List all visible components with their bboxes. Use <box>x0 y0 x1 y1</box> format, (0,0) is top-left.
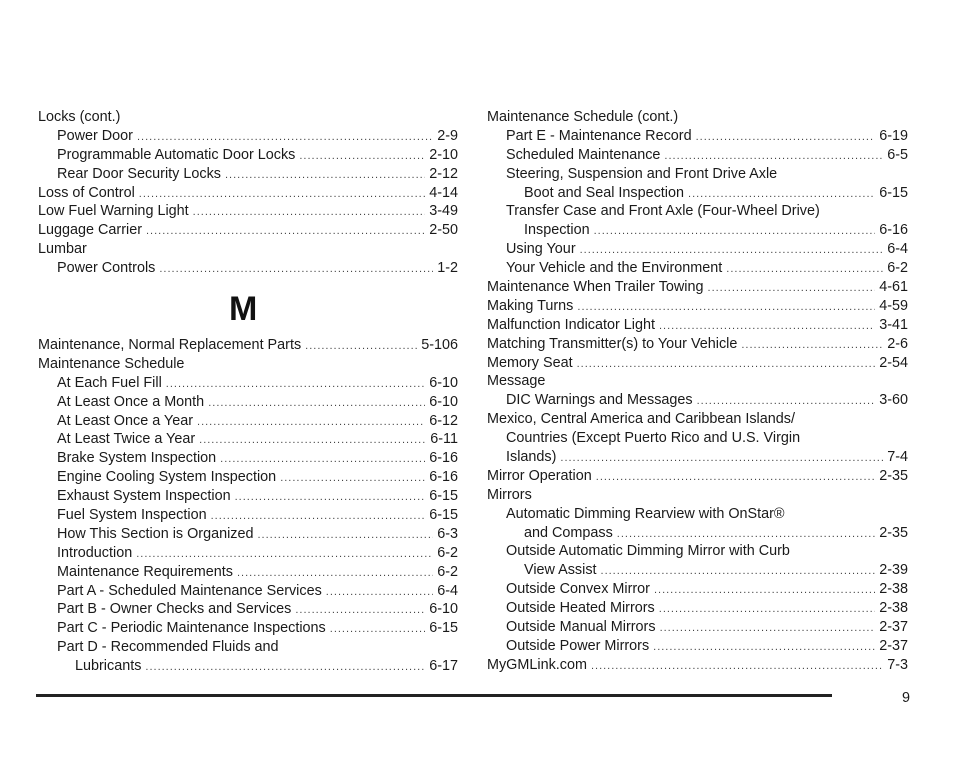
index-column-right <box>487 108 908 675</box>
entry-label: At Least Once a Month <box>57 393 205 410</box>
entry-label: Inspection <box>524 222 590 239</box>
leader-dots <box>211 507 426 526</box>
index-entry <box>487 656 908 675</box>
entry-page-ref: 7-3 <box>887 656 908 673</box>
index-heading <box>38 240 458 259</box>
entry-page-ref: 2-38 <box>879 600 908 617</box>
index-entry <box>487 561 908 580</box>
entry-page-ref: 6-5 <box>887 146 908 163</box>
index-block-m <box>38 336 458 676</box>
entry-page-ref: 4-59 <box>879 297 908 314</box>
entry-page-ref: 6-2 <box>887 260 908 277</box>
leader-dots <box>577 298 875 317</box>
entry-label: Maintenance Schedule <box>38 355 185 372</box>
entry-page-ref: 3-41 <box>879 316 908 333</box>
index-entry <box>487 240 908 259</box>
page-number: 9 <box>901 690 910 706</box>
entry-label: Luggage Carrier <box>38 222 142 239</box>
leader-dots <box>741 336 883 355</box>
leader-dots <box>660 619 876 638</box>
index-entry <box>38 146 458 165</box>
entry-label: Maintenance Requirements <box>57 563 233 580</box>
index-entry <box>487 524 908 543</box>
entry-page-ref: 6-16 <box>879 222 908 239</box>
entry-label: At Each Fuel Fill <box>57 374 162 391</box>
entry-label: How This Section is Organized <box>57 525 254 542</box>
entry-label: Loss of Control <box>38 184 135 201</box>
index-entry <box>38 600 458 619</box>
entry-label: Malfunction Indicator Light <box>487 316 655 333</box>
entry-label: Engine Cooling System Inspection <box>57 469 277 486</box>
entry-label: Outside Convex Mirror <box>506 581 650 598</box>
index-entry <box>487 297 908 316</box>
entry-page-ref: 2-35 <box>879 467 908 484</box>
index-entry <box>487 278 908 297</box>
entry-label: Part C - Periodic Maintenance Inspections <box>57 620 326 637</box>
entry-page-ref: 6-10 <box>429 393 458 410</box>
entry-label: Mirror Operation <box>487 467 592 484</box>
entry-page-ref: 1-2 <box>437 260 458 277</box>
entry-label: Scheduled Maintenance <box>506 146 661 163</box>
entry-page-ref: 2-39 <box>879 562 908 579</box>
index-heading <box>38 108 458 127</box>
entry-page-ref: 6-19 <box>879 127 908 144</box>
index-entry <box>38 563 458 582</box>
entry-page-ref: 2-10 <box>429 146 458 163</box>
entry-page-ref: 2-12 <box>429 165 458 182</box>
index-heading <box>38 638 458 657</box>
entry-label: Maintenance, Normal Replacement Parts <box>38 337 302 354</box>
leader-dots <box>258 526 434 545</box>
entry-page-ref: 6-17 <box>429 658 458 675</box>
entry-label: Part E - Maintenance Record <box>506 127 692 144</box>
entry-label: Power Door <box>57 127 133 144</box>
leader-dots <box>145 658 425 677</box>
index-entry <box>38 259 458 278</box>
index-entry <box>487 184 908 203</box>
index-entry <box>487 221 908 240</box>
entry-label: Introduction <box>57 544 133 561</box>
entry-label: Countries (Except Puerto Rico and U.S. Virgin <box>506 430 801 447</box>
leader-dots <box>193 203 426 222</box>
leader-dots <box>208 394 425 413</box>
entry-label: At Least Once a Year <box>57 412 194 429</box>
entry-label: Part D - Recommended Fluids and <box>57 639 279 656</box>
entry-page-ref: 6-4 <box>887 241 908 258</box>
entry-label: Outside Manual Mirrors <box>506 619 656 636</box>
entry-page-ref: 2-38 <box>879 581 908 598</box>
entry-label: Boot and Seal Inspection <box>524 184 685 201</box>
index-heading <box>487 505 908 524</box>
leader-dots <box>654 581 875 600</box>
index-entry <box>38 449 458 468</box>
leader-dots <box>653 638 875 657</box>
entry-page-ref: 4-14 <box>429 184 458 201</box>
leader-dots <box>237 564 433 583</box>
entry-page-ref: 6-15 <box>429 488 458 505</box>
index-heading <box>38 355 458 374</box>
index-entry <box>487 335 908 354</box>
index-entry <box>38 525 458 544</box>
entry-label: Using Your <box>506 241 576 258</box>
entry-page-ref: 2-50 <box>429 222 458 239</box>
entry-label: Making Turns <box>487 297 574 314</box>
index-entry <box>487 354 908 373</box>
entry-page-ref: 6-16 <box>429 469 458 486</box>
index-heading <box>487 165 908 184</box>
leader-dots <box>326 583 433 602</box>
entry-label: Part B - Owner Checks and Services <box>57 601 292 618</box>
section-letter-m: M <box>229 290 258 329</box>
entry-label: Message <box>487 373 546 390</box>
entry-label: Outside Heated Mirrors <box>506 600 655 617</box>
entry-label: Rear Door Security Locks <box>57 165 221 182</box>
entry-label: Maintenance When Trailer Towing <box>487 279 704 296</box>
index-heading <box>487 486 908 505</box>
leader-dots <box>305 337 417 356</box>
index-heading <box>487 108 908 127</box>
leader-dots <box>560 449 883 468</box>
index-heading <box>487 429 908 448</box>
leader-dots <box>696 128 876 147</box>
index-heading <box>487 410 908 429</box>
entry-label: Low Fuel Warning Light <box>38 203 189 220</box>
leader-dots <box>137 128 433 147</box>
index-entry <box>38 165 458 184</box>
entry-label: Fuel System Inspection <box>57 507 207 524</box>
leader-dots <box>159 260 433 279</box>
entry-page-ref: 2-35 <box>879 524 908 541</box>
entry-page-ref: 7-4 <box>887 449 908 466</box>
index-entry <box>38 544 458 563</box>
leader-dots <box>591 657 883 676</box>
entry-label: DIC Warnings and Messages <box>506 392 693 409</box>
entry-page-ref: 2-37 <box>879 637 908 654</box>
index-entry <box>38 506 458 525</box>
index-entry <box>487 146 908 165</box>
entry-label: Outside Power Mirrors <box>506 637 650 654</box>
entry-page-ref: 3-49 <box>429 203 458 220</box>
entry-label: Part A - Scheduled Maintenance Services <box>57 582 322 599</box>
leader-dots <box>659 317 875 336</box>
index-entry <box>38 374 458 393</box>
entry-page-ref: 6-4 <box>437 582 458 599</box>
entry-page-ref: 6-15 <box>429 507 458 524</box>
leader-dots <box>295 601 425 620</box>
entry-page-ref: 6-10 <box>429 374 458 391</box>
index-entry <box>487 448 908 467</box>
leader-dots <box>225 166 425 185</box>
entry-page-ref: 3-60 <box>879 392 908 409</box>
index-entry <box>38 412 458 431</box>
leader-dots <box>220 450 425 469</box>
index-entry <box>38 184 458 203</box>
leader-dots <box>199 431 426 450</box>
index-entry <box>487 580 908 599</box>
entry-page-ref: 6-2 <box>437 563 458 580</box>
leader-dots <box>659 600 875 619</box>
leader-dots <box>136 545 433 564</box>
leader-dots <box>166 375 425 394</box>
entry-label: Lumbar <box>38 241 87 258</box>
index-entry <box>487 637 908 656</box>
entry-label: Steering, Suspension and Front Drive Axle <box>506 165 778 182</box>
entry-page-ref: 2-6 <box>887 335 908 352</box>
leader-dots <box>596 468 875 487</box>
index-entry <box>487 259 908 278</box>
index-entry <box>38 221 458 240</box>
entry-label: Lubricants <box>75 658 142 675</box>
leader-dots <box>330 620 425 639</box>
entry-page-ref: 6-15 <box>429 620 458 637</box>
entry-page-ref: 6-16 <box>429 450 458 467</box>
leader-dots <box>617 525 875 544</box>
entry-label: Maintenance Schedule (cont.) <box>487 109 679 125</box>
index-entry <box>38 202 458 221</box>
leader-dots <box>577 355 876 374</box>
index-entry <box>487 127 908 146</box>
entry-label: Transfer Case and Front Axle (Four-Wheel Drive) <box>506 203 820 220</box>
leader-dots <box>580 241 884 260</box>
entry-label: Mexico, Central America and Caribbean Islands/ <box>487 411 795 428</box>
entry-label: and Compass <box>524 524 613 541</box>
leader-dots <box>197 413 425 432</box>
index-heading <box>487 542 908 561</box>
entry-label: Your Vehicle and the Environment <box>506 260 723 277</box>
entry-page-ref: 6-11 <box>430 431 458 448</box>
entry-label: Programmable Automatic Door Locks <box>57 146 296 163</box>
leader-dots <box>146 222 425 241</box>
index-entry <box>487 467 908 486</box>
entry-page-ref: 6-3 <box>437 525 458 542</box>
entry-page-ref: 2-54 <box>879 354 908 371</box>
leader-dots <box>726 260 883 279</box>
index-entry <box>38 487 458 506</box>
entry-label: View Assist <box>524 562 597 579</box>
index-entry <box>38 582 458 601</box>
entry-page-ref: 6-2 <box>437 544 458 561</box>
leader-dots <box>299 147 425 166</box>
entry-label: At Least Twice a Year <box>57 431 196 448</box>
entry-label: Brake System Inspection <box>57 450 217 467</box>
entry-page-ref: 5-106 <box>421 337 458 354</box>
index-entry <box>38 619 458 638</box>
leader-dots <box>280 469 425 488</box>
index-column-left <box>38 108 458 676</box>
leader-dots <box>594 222 876 241</box>
footer-rule <box>36 694 832 697</box>
leader-dots <box>708 279 876 298</box>
entry-label: Exhaust System Inspection <box>57 488 231 505</box>
index-entry <box>487 599 908 618</box>
index-entry <box>38 393 458 412</box>
leader-dots <box>601 562 876 581</box>
entry-label: Automatic Dimming Rearview with OnStar® <box>506 505 785 522</box>
leader-dots <box>139 185 425 204</box>
entry-page-ref: 2-9 <box>437 127 458 144</box>
entry-page-ref: 6-10 <box>429 601 458 618</box>
entry-page-ref: 6-12 <box>429 412 458 429</box>
entry-page-ref: 6-15 <box>879 184 908 201</box>
index-entry <box>38 468 458 487</box>
entry-page-ref: 4-61 <box>879 279 908 296</box>
leader-dots <box>697 392 876 411</box>
entry-label: Locks (cont.) <box>38 109 121 125</box>
index-entry <box>38 336 458 355</box>
entry-label: Memory Seat <box>487 354 573 371</box>
entry-label: Outside Automatic Dimming Mirror with Curb <box>506 543 790 560</box>
leader-dots <box>664 147 883 166</box>
index-entry <box>487 316 908 335</box>
entry-label: Power Controls <box>57 260 156 277</box>
leader-dots <box>235 488 426 507</box>
entry-label: Islands) <box>506 449 557 466</box>
index-entry <box>38 430 458 449</box>
index-heading <box>487 202 908 221</box>
entry-label: Mirrors <box>487 486 532 503</box>
index-block-l <box>38 108 458 278</box>
index-entry <box>487 618 908 637</box>
index-heading <box>487 372 908 391</box>
index-entry <box>38 657 458 676</box>
entry-page-ref: 2-37 <box>879 619 908 636</box>
leader-dots <box>688 185 875 204</box>
entry-label: Matching Transmitter(s) to Your Vehicle <box>487 335 738 352</box>
entry-label: MyGMLink.com <box>487 656 587 673</box>
index-entry <box>38 127 458 146</box>
index-entry <box>487 391 908 410</box>
